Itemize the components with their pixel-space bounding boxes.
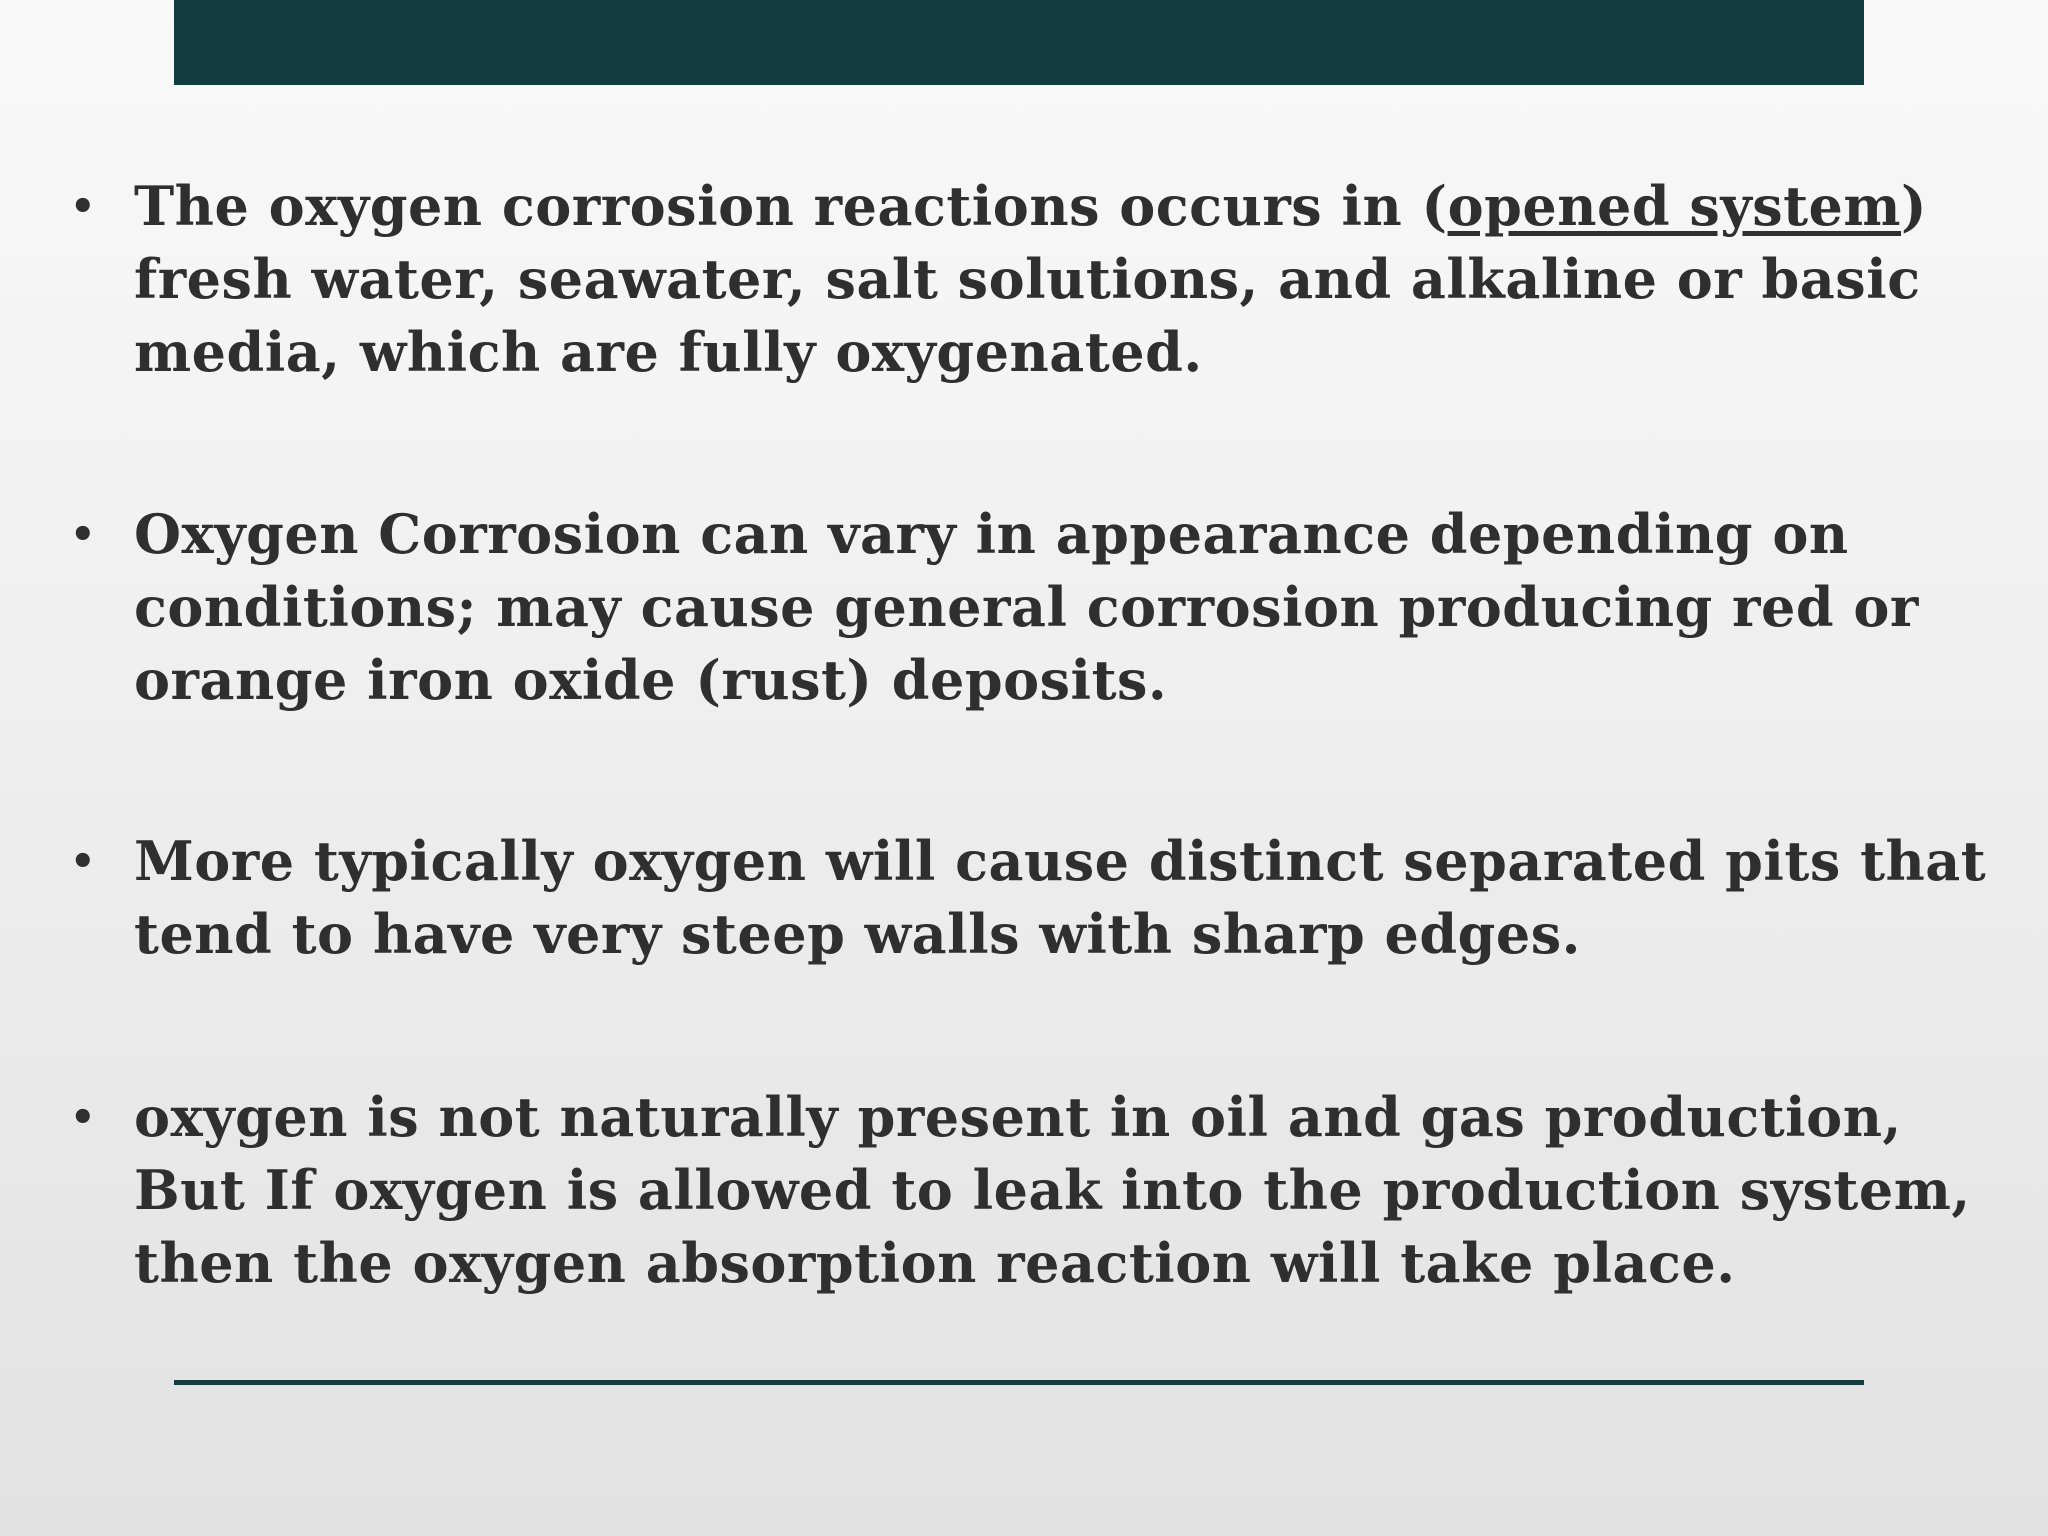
bullet-item <box>70 1081 2000 1300</box>
bullet-item <box>70 170 2000 389</box>
bullet-text: Oxygen Corrosion can vary in appearance depending on conditions; may cause general corrosion producing red or orange iron oxide (rust) deposits. <box>134 502 1919 712</box>
bullet-text: oxygen is not naturally present in oil and gas production, But If oxygen is allowed to leak into the production system, then the oxygen absorption reaction will take place. <box>134 1085 1971 1295</box>
bullet-text-start: The oxygen corrosion reactions occurs in ( <box>134 174 1448 238</box>
bullet-text: More typically oxygen will cause distinct separated pits that tend to have very steep walls with sharp edges. <box>134 829 1987 966</box>
footer-rule <box>174 1380 1864 1385</box>
bullet-dot-icon: • <box>70 1094 97 1141</box>
bullet-emphasis: opened system <box>1447 174 1902 238</box>
bullet-dot-icon: • <box>70 511 97 558</box>
bullet-dot-icon: • <box>70 838 97 885</box>
bullet-item <box>70 498 2000 717</box>
bullet-text-end: ) fresh water, seawater, salt solutions, and alkaline or basic media, which are fully oxygenated. <box>134 174 1928 384</box>
bullet-dot-icon: • <box>70 183 97 230</box>
title-bar <box>174 0 1864 85</box>
bullet-item <box>70 825 2000 971</box>
